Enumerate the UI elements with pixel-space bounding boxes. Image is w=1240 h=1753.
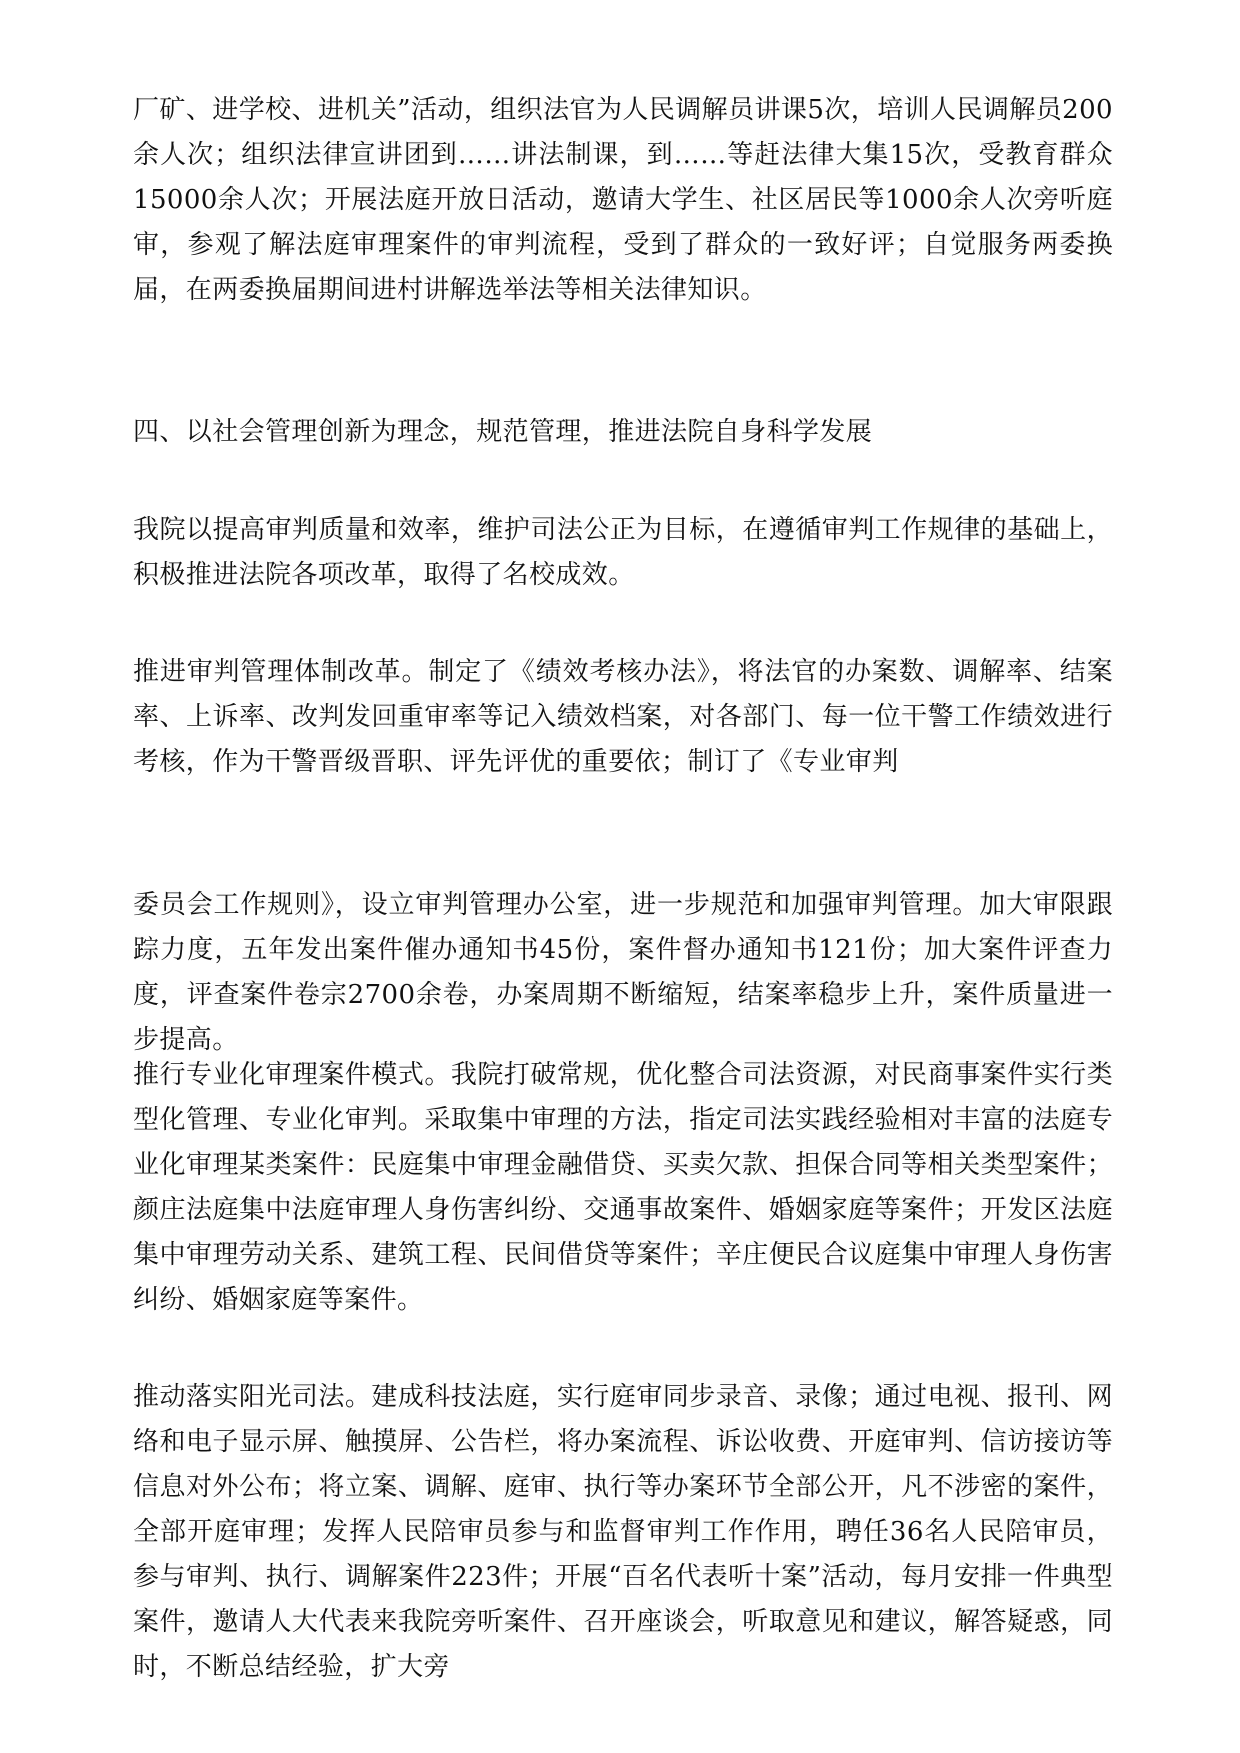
paragraph-legal-education: 厂矿、进学校、进机关”活动，组织法官为人民调解员讲课5次，培训人民调解员200余人次；组织法律宣讲团到……讲法制课，到……等赶法律大集15次，受教育群众15000余人次；开展法庭开放日活动，邀请大学生、社区居民等1000余人次旁听庭审，参观了解法庭审理案件的审判流程，受到了群众的一致好评；自觉服务两委换届，在两委换届期间进村讲解选举法等相关法律知识。 <box>133 95 1113 305</box>
paragraph-management-reform: 推进审判管理体制改革。制定了《绩效考核办法》，将法官的办案数、调解率、结案率、上诉率、改判发回重审率等记入绩效档案，对各部门、每一位干警工作绩效进行考核，作为干警晋级晋职、评先评优的重要依；制订了《专业审判 <box>133 657 1113 777</box>
paragraph-open-justice: 推动落实阳光司法。建成科技法庭，实行庭审同步录音、录像；通过电视、报刊、网络和电子显示屏、触摸屏、公告栏，将办案流程、诉讼收费、开庭审判、信访接访等信息对外公布；将立案、调解、庭审、执行等办案环节全部公开，凡不涉密的案件，全部开庭审理；发挥人民陪审员参与和监督审判工作作用，聘任36名人民陪审员，参与审判、执行、调解案件223件；开展“百名代表听十案”活动，每月安排一件典型案件，邀请人大代表来我院旁听案件、召开座谈会，听取意见和建议，解答疑惑，同时，不断总结经验，扩大旁 <box>133 1382 1113 1682</box>
paragraph-reform-intro: 我院以提高审判质量和效率，维护司法公正为目标，在遵循审判工作规律的基础上，积极推进法院各项改革，取得了名校成效。 <box>133 515 1113 590</box>
paragraph-committee-rules: 委员会工作规则》，设立审判管理办公室，进一步规范和加强审判管理。加大审限跟踪力度，五年发出案件催办通知书45份，案件督办通知书121份；加大案件评查力度，评查案件卷宗2700余卷，办案周期不断缩短，结案率稳步上升，案件质量进一步提高。 <box>133 890 1113 1055</box>
paragraph-specialized-trials: 推行专业化审理案件模式。我院打破常规，优化整合司法资源，对民商事案件实行类型化管理、专业化审判。采取集中审理的方法，指定司法实践经验相对丰富的法庭专业化审理某类案件：民庭集中审理金融借贷、买卖欠款、担保合同等相关类型案件；颜庄法庭集中法庭审理人身伤害纠纷、交通事故案件、婚姻家庭等案件；开发区法庭集中审理劳动关系、建筑工程、民间借贷等案件；辛庄便民合议庭集中审理人身伤害纠纷、婚姻家庭等案件。 <box>133 1060 1113 1315</box>
section-heading-four: 四、以社会管理创新为理念，规范管理，推进法院自身科学发展 <box>133 417 873 447</box>
